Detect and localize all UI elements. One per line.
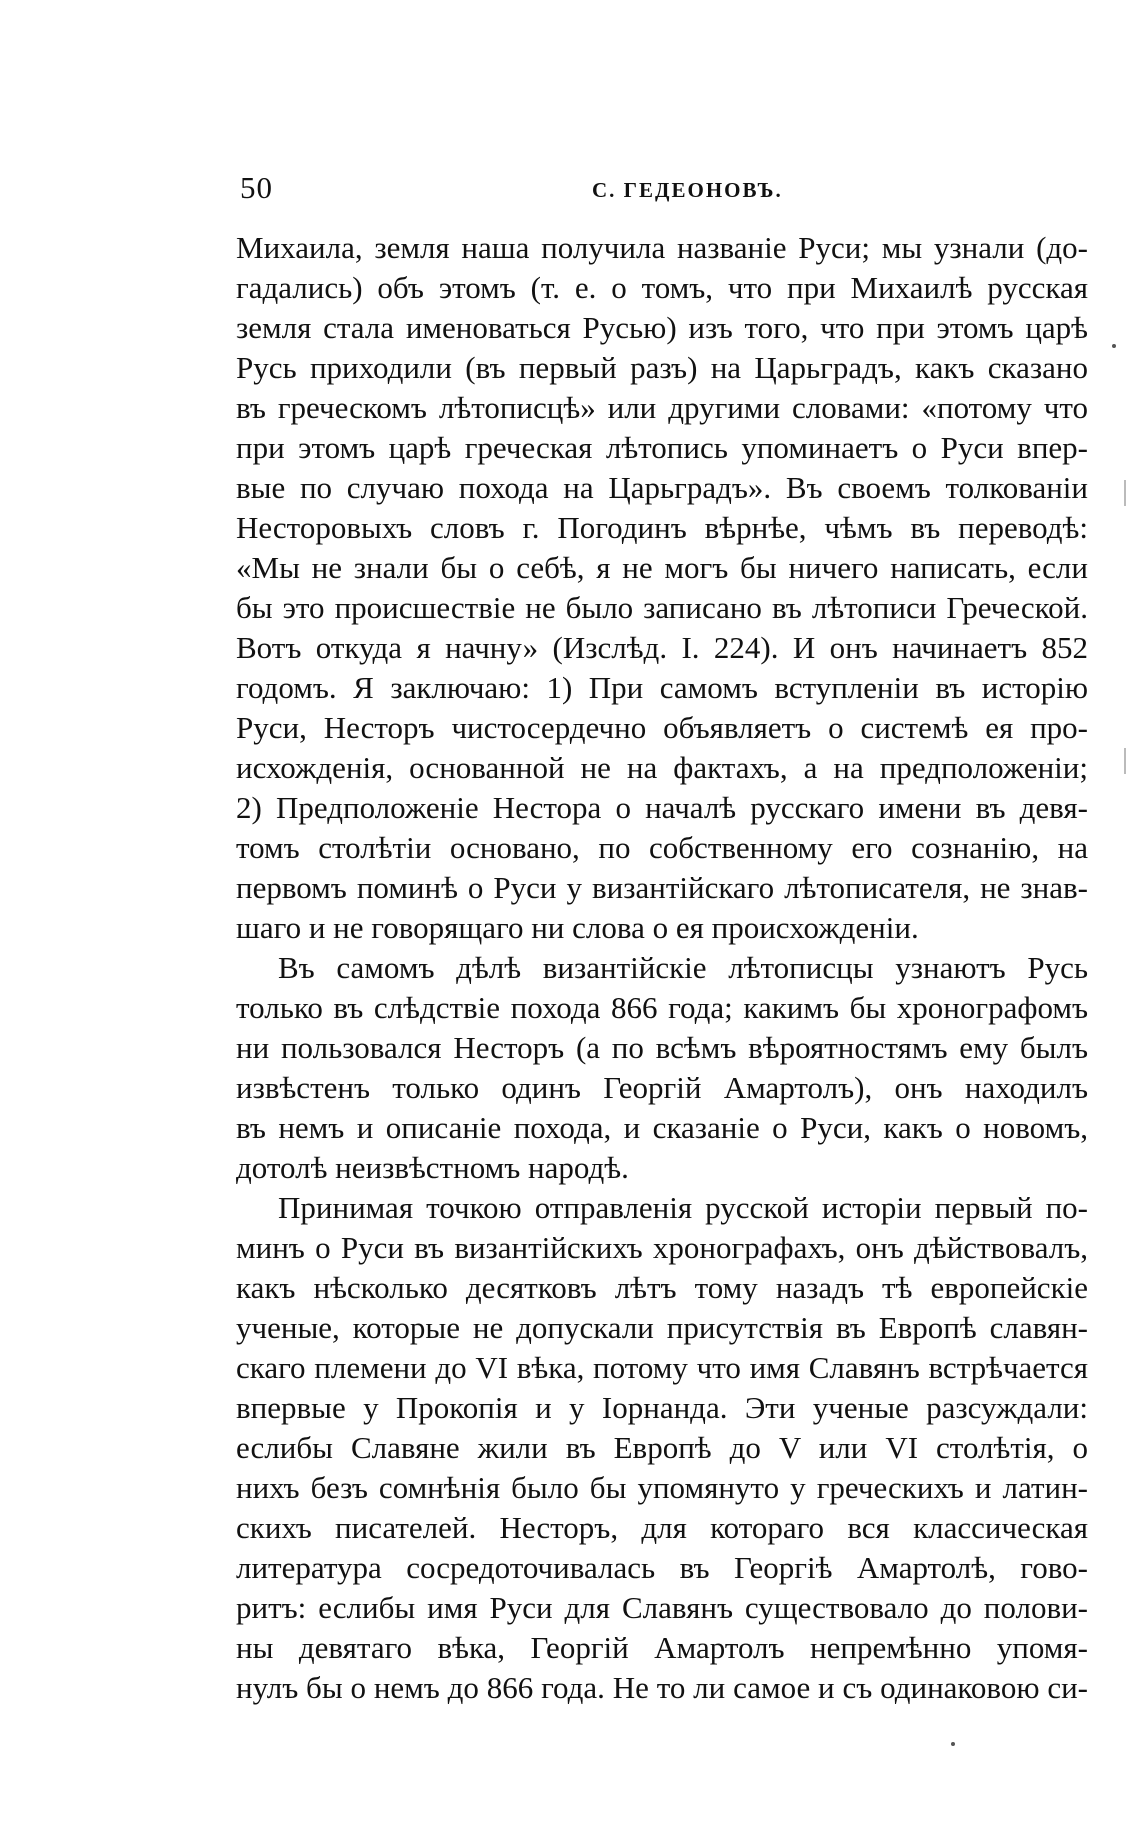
text-line: годомъ. Я заключаю: 1) При самомъ вступленіи въ исторію	[236, 670, 1088, 705]
text-line: минъ о Руси въ византійскихъ хронографахъ, онъ дѣйствовалъ,	[236, 1230, 1088, 1265]
text-line: впервые у Прокопія и у Іорнанда. Эти ученые разсуждали:	[236, 1390, 1088, 1425]
text-line: ны девятаго вѣка, Георгій Амартолъ непремѣнно упомя-	[236, 1630, 1088, 1665]
text-line: земля стала именоваться Русью) изъ того, что при этомъ царѣ	[236, 310, 1088, 345]
text-line: Руси, Несторъ чистосердечно объявляетъ о системѣ ея про-	[236, 710, 1088, 745]
running-head: С. ГЕДЕОНОВЪ.	[592, 178, 783, 202]
text-line: гадались) объ этомъ (т. е. о томъ, что при Михаилѣ русская	[236, 270, 1088, 305]
scan-speck	[951, 1742, 955, 1746]
text-line: Несторовыхъ словъ г. Погодинъ вѣрнѣе, чѣмъ въ переводѣ:	[236, 510, 1088, 545]
text-line: Въ самомъ дѣлѣ византійскіе лѣтописцы узнаютъ Русь	[278, 950, 1088, 985]
text-line: какъ нѣсколько десятковъ лѣтъ тому назадъ тѣ европейскіе	[236, 1270, 1088, 1305]
text-line: ученые, которые не допускали присутствія въ Европѣ славян-	[236, 1310, 1088, 1345]
text-line: скихъ писателей. Несторъ, для котораго вся классическая	[236, 1510, 1088, 1545]
page-header	[240, 170, 1080, 210]
text-line: въ греческомъ лѣтописцѣ» или другими словами: «потому что	[236, 390, 1088, 425]
paragraph	[236, 228, 1088, 948]
text-line: извѣстенъ только одинъ Георгій Амартолъ), онъ находилъ	[236, 1070, 1088, 1105]
text-line: Михаила, земля наша получила названіе Руси; мы узнали (до-	[236, 230, 1088, 265]
text-line: Принимая точкою отправленія русской исторіи первый по-	[278, 1190, 1088, 1225]
paragraph	[236, 1188, 1088, 1708]
text-line: «Мы не знали бы о себѣ, я не могъ бы ничего написать, если	[236, 550, 1088, 585]
page-number: 50	[240, 170, 273, 205]
text-line: ритъ: еслибы имя Руси для Славянъ существовало до полови-	[236, 1590, 1088, 1625]
text-line: нихъ безъ сомнѣнія было бы упомянуто у греческихъ и латин-	[236, 1470, 1088, 1505]
scan-mark	[1124, 480, 1126, 506]
body-text	[236, 228, 1088, 1708]
text-line: томъ столѣтіи основано, по собственному его сознанію, на	[236, 830, 1088, 865]
scan-mark	[1124, 748, 1126, 774]
text-line: литература сосредоточивалась въ Георгіѣ Амартолѣ, гово-	[236, 1550, 1088, 1585]
text-line: 2) Предположеніе Нестора о началѣ русскаго имени въ девя-	[236, 790, 1088, 825]
scan-speck	[1112, 344, 1116, 348]
text-line: первомъ поминѣ о Руси у византійскаго лѣтописателя, не знав-	[236, 870, 1088, 905]
text-line: нулъ бы о немъ до 866 года. Не то ли самое и съ одинаковою си-	[236, 1670, 1088, 1705]
text-line: ни пользовался Несторъ (а по всѣмъ вѣроятностямъ ему былъ	[236, 1030, 1088, 1065]
text-line: Русь приходили (въ первый разъ) на Царьградъ, какъ сказано	[236, 350, 1088, 385]
text-line: дотолѣ неизвѣстномъ народѣ.	[236, 1150, 629, 1185]
text-line: вые по случаю похода на Царьградъ». Въ своемъ толкованіи	[236, 470, 1088, 505]
text-line: еслибы Славяне жили въ Европѣ до V или VI столѣтія, о	[236, 1430, 1088, 1465]
text-line: при этомъ царѣ греческая лѣтопись упоминаетъ о Руси впер-	[236, 430, 1088, 465]
text-line: скаго племени до VI вѣка, потому что имя Славянъ встрѣчается	[236, 1350, 1088, 1385]
paragraph	[236, 948, 1088, 1188]
text-line: Вотъ откуда я начну» (Изслѣд. I. 224). И онъ начинаетъ 852	[236, 630, 1088, 665]
text-line: исхожденія, основанной не на фактахъ, а на предположеніи;	[236, 750, 1088, 785]
text-line: въ немъ и описаніе похода, и сказаніе о Руси, какъ о новомъ,	[236, 1110, 1088, 1145]
text-line: только въ слѣдствіе похода 866 года; какимъ бы хронографомъ	[236, 990, 1088, 1025]
text-line: шаго и не говорящаго ни слова о ея происхожденіи.	[236, 910, 919, 945]
text-line: бы это происшествіе не было записано въ лѣтописи Греческой.	[236, 590, 1088, 625]
